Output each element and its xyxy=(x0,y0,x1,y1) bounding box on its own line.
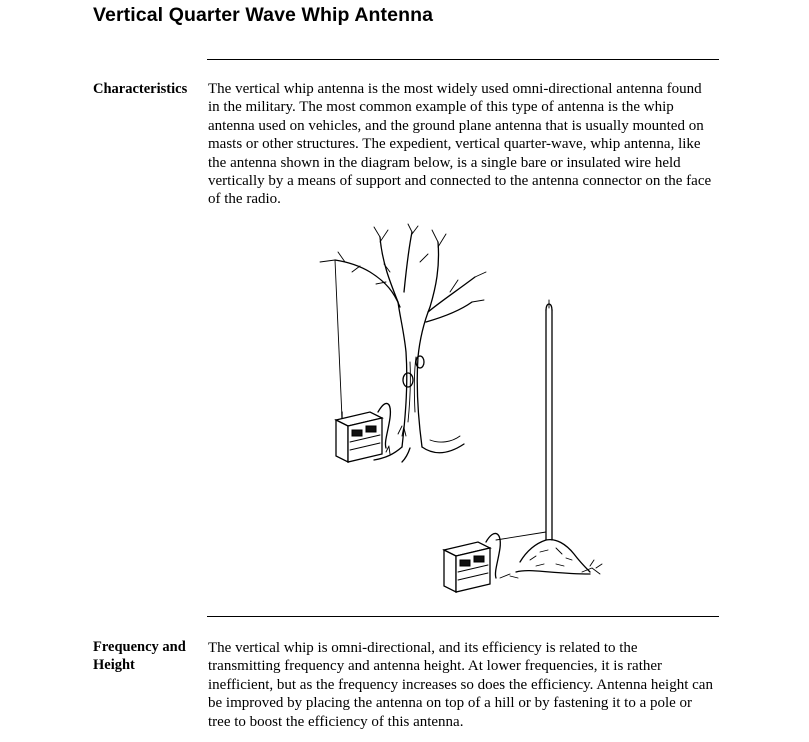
characteristics-text: The vertical whip antenna is the most widely used omni-directional antenna found in the military. The most common example of this type of antenna is the whip antenna used on vehicles, and the ground plane antenna that is usually mounted on masts or other structures. The expedient, vertical quarter-wave, whip antenna, like the antenna shown in the diagram below, is a single bare or insulated wire held vertically by a means of support and connected to the antenna connector on the face of the radio. xyxy=(208,81,712,208)
antenna-diagram xyxy=(290,222,630,602)
frequency-height-label-line2: Height xyxy=(93,656,135,673)
frequency-height-label-line1: Frequency and xyxy=(93,639,186,655)
top-divider xyxy=(207,59,719,60)
page-title: Vertical Quarter Wave Whip Antenna xyxy=(93,4,434,26)
radio-icon xyxy=(444,533,500,592)
pole-antenna-icon xyxy=(496,300,602,578)
antenna-diagram-icon xyxy=(290,222,630,602)
wire-antenna-icon xyxy=(335,260,342,418)
frequency-height-label xyxy=(93,639,186,674)
characteristics-label: Characteristics xyxy=(93,81,188,97)
radio-icon xyxy=(336,403,390,462)
frequency-height-text: The vertical whip is omni-directional, and its efficiency is related to the transmitting frequency and antenna height. At lower frequencies, it is rather inefficient, but as the frequency increases so does the efficiency. Antenna height can be improved by placing the antenna on top of a hill or by fastening it to a pole or tree to boost the efficiency of this antenna. xyxy=(208,640,713,730)
bottom-divider xyxy=(207,616,719,617)
